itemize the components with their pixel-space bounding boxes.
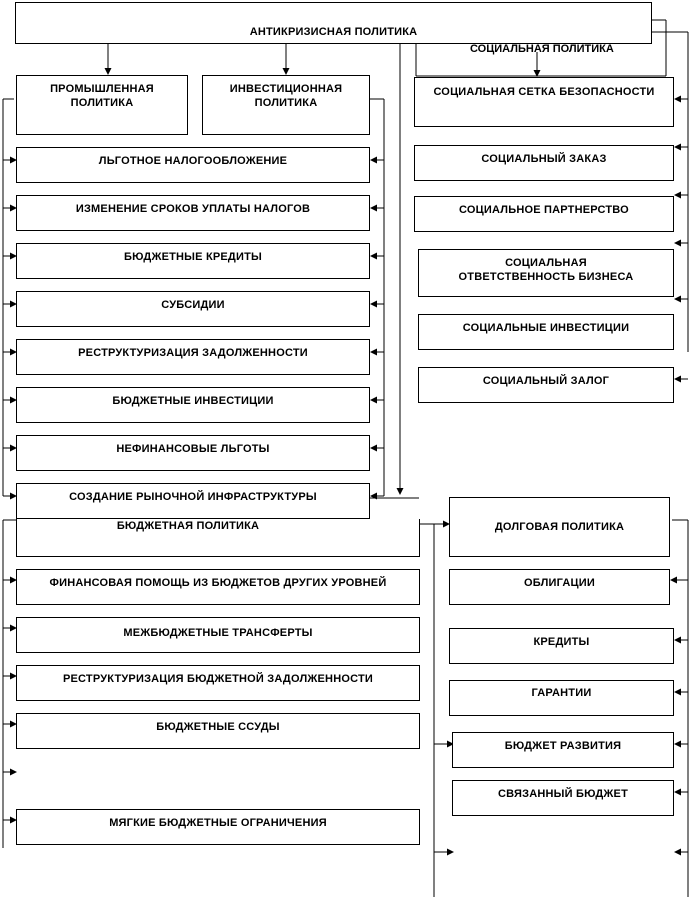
debt-item-bonds (449, 569, 670, 605)
budget-item-label: ФИНАНСОВАЯ ПОМОЩЬ ИЗ БЮДЖЕТОВ ДРУГИХ УРОВНЕЙ (49, 577, 387, 589)
instrument-market-infrastructure (16, 483, 370, 519)
debt-item-linked-budget (452, 780, 674, 816)
budget-item-label: БЮДЖЕТНЫЕ ССУДЫ (156, 721, 280, 733)
social-item-partnership (414, 196, 674, 232)
debt-policy-box (449, 497, 670, 557)
social-item-responsibility (418, 249, 674, 297)
debt-item-label: КРЕДИТЫ (533, 636, 590, 648)
social-item-label: СОЦИАЛЬНАЯ ОТВЕТСТВЕННОСТЬ БИЗНЕСА (458, 257, 634, 283)
investment-policy-box (202, 75, 370, 135)
debt-item-guarantees (449, 680, 674, 716)
budget-policy-box (16, 519, 420, 557)
debt-item-label: СВЯЗАННЫЙ БЮДЖЕТ (498, 788, 628, 800)
instrument-debt-restructuring (16, 339, 370, 375)
instrument-nonfinancial-benefits (16, 435, 370, 471)
social-item-label: СОЦИАЛЬНАЯ СЕТКА БЕЗОПАСНОСТИ (433, 86, 655, 98)
root-box (15, 2, 652, 44)
budget-policy-label: БЮДЖЕТНАЯ ПОЛИТИКА (116, 520, 260, 532)
instrument-label: РЕСТРУКТУРИЗАЦИЯ ЗАДОЛЖЕННОСТИ (78, 347, 308, 359)
instrument-label: СУБСИДИИ (161, 299, 225, 311)
social-item-label: СОЦИАЛЬНЫЙ ЗАКАЗ (481, 153, 607, 165)
social-policy-title: СОЦИАЛЬНАЯ ПОЛИТИКА (470, 43, 614, 55)
budget-item-soft-constraints (16, 809, 420, 845)
social-item-safety-net (414, 77, 674, 127)
budget-item-label: МЕЖБЮДЖЕТНЫЕ ТРАНСФЕРТЫ (123, 627, 313, 639)
debt-policy-label: ДОЛГОВАЯ ПОЛИТИКА (494, 521, 625, 533)
budget-item-loans (16, 713, 420, 749)
budget-item-financial-aid (16, 569, 420, 605)
instrument-label: ИЗМЕНЕНИЕ СРОКОВ УПЛАТЫ НАЛОГОВ (75, 203, 311, 215)
root-label: АНТИКРИЗИСНАЯ ПОЛИТИКА (249, 26, 418, 38)
instrument-label: БЮДЖЕТНЫЕ КРЕДИТЫ (124, 251, 262, 263)
social-item-order (414, 145, 674, 181)
debt-item-development-budget (452, 732, 674, 768)
social-item-label: СОЦИАЛЬНЫЙ ЗАЛОГ (482, 375, 610, 387)
social-item-collateral (418, 367, 674, 403)
instrument-label: НЕФИНАНСОВЫЕ ЛЬГОТЫ (116, 443, 270, 455)
debt-item-label: ОБЛИГАЦИИ (524, 577, 595, 589)
social-item-investments (418, 314, 674, 350)
budget-item-restructuring (16, 665, 420, 701)
instrument-subsidies (16, 291, 370, 327)
instrument-budget-credits (16, 243, 370, 279)
social-item-label: СОЦИАЛЬНЫЕ ИНВЕСТИЦИИ (462, 322, 630, 334)
social-item-label: СОЦИАЛЬНОЕ ПАРТНЕРСТВО (459, 204, 629, 216)
budget-item-label: МЯГКИЕ БЮДЖЕТНЫЕ ОГРАНИЧЕНИЯ (109, 817, 327, 829)
instrument-label: БЮДЖЕТНЫЕ ИНВЕСТИЦИИ (112, 395, 274, 407)
instrument-tax-benefits (16, 147, 370, 183)
instrument-label: СОЗДАНИЕ РЫНОЧНОЙ ИНФРАСТРУКТУРЫ (69, 491, 317, 503)
industrial-policy-box (16, 75, 188, 135)
industrial-policy-label: ПРОМЫШЛЕННАЯ ПОЛИТИКА (50, 83, 154, 109)
instrument-label: ЛЬГОТНОЕ НАЛОГООБЛОЖЕНИЕ (98, 155, 288, 167)
investment-policy-label: ИНВЕСТИЦИОННАЯ ПОЛИТИКА (229, 83, 343, 109)
budget-item-transfers (16, 617, 420, 653)
debt-item-label: ГАРАНТИИ (531, 687, 592, 699)
debt-item-credits (449, 628, 674, 664)
budget-item-label: РЕСТРУКТУРИЗАЦИЯ БЮДЖЕТНОЙ ЗАДОЛЖЕННОСТИ (62, 673, 373, 685)
debt-item-label: БЮДЖЕТ РАЗВИТИЯ (504, 740, 622, 752)
instrument-tax-deadlines (16, 195, 370, 231)
instrument-budget-investments (16, 387, 370, 423)
